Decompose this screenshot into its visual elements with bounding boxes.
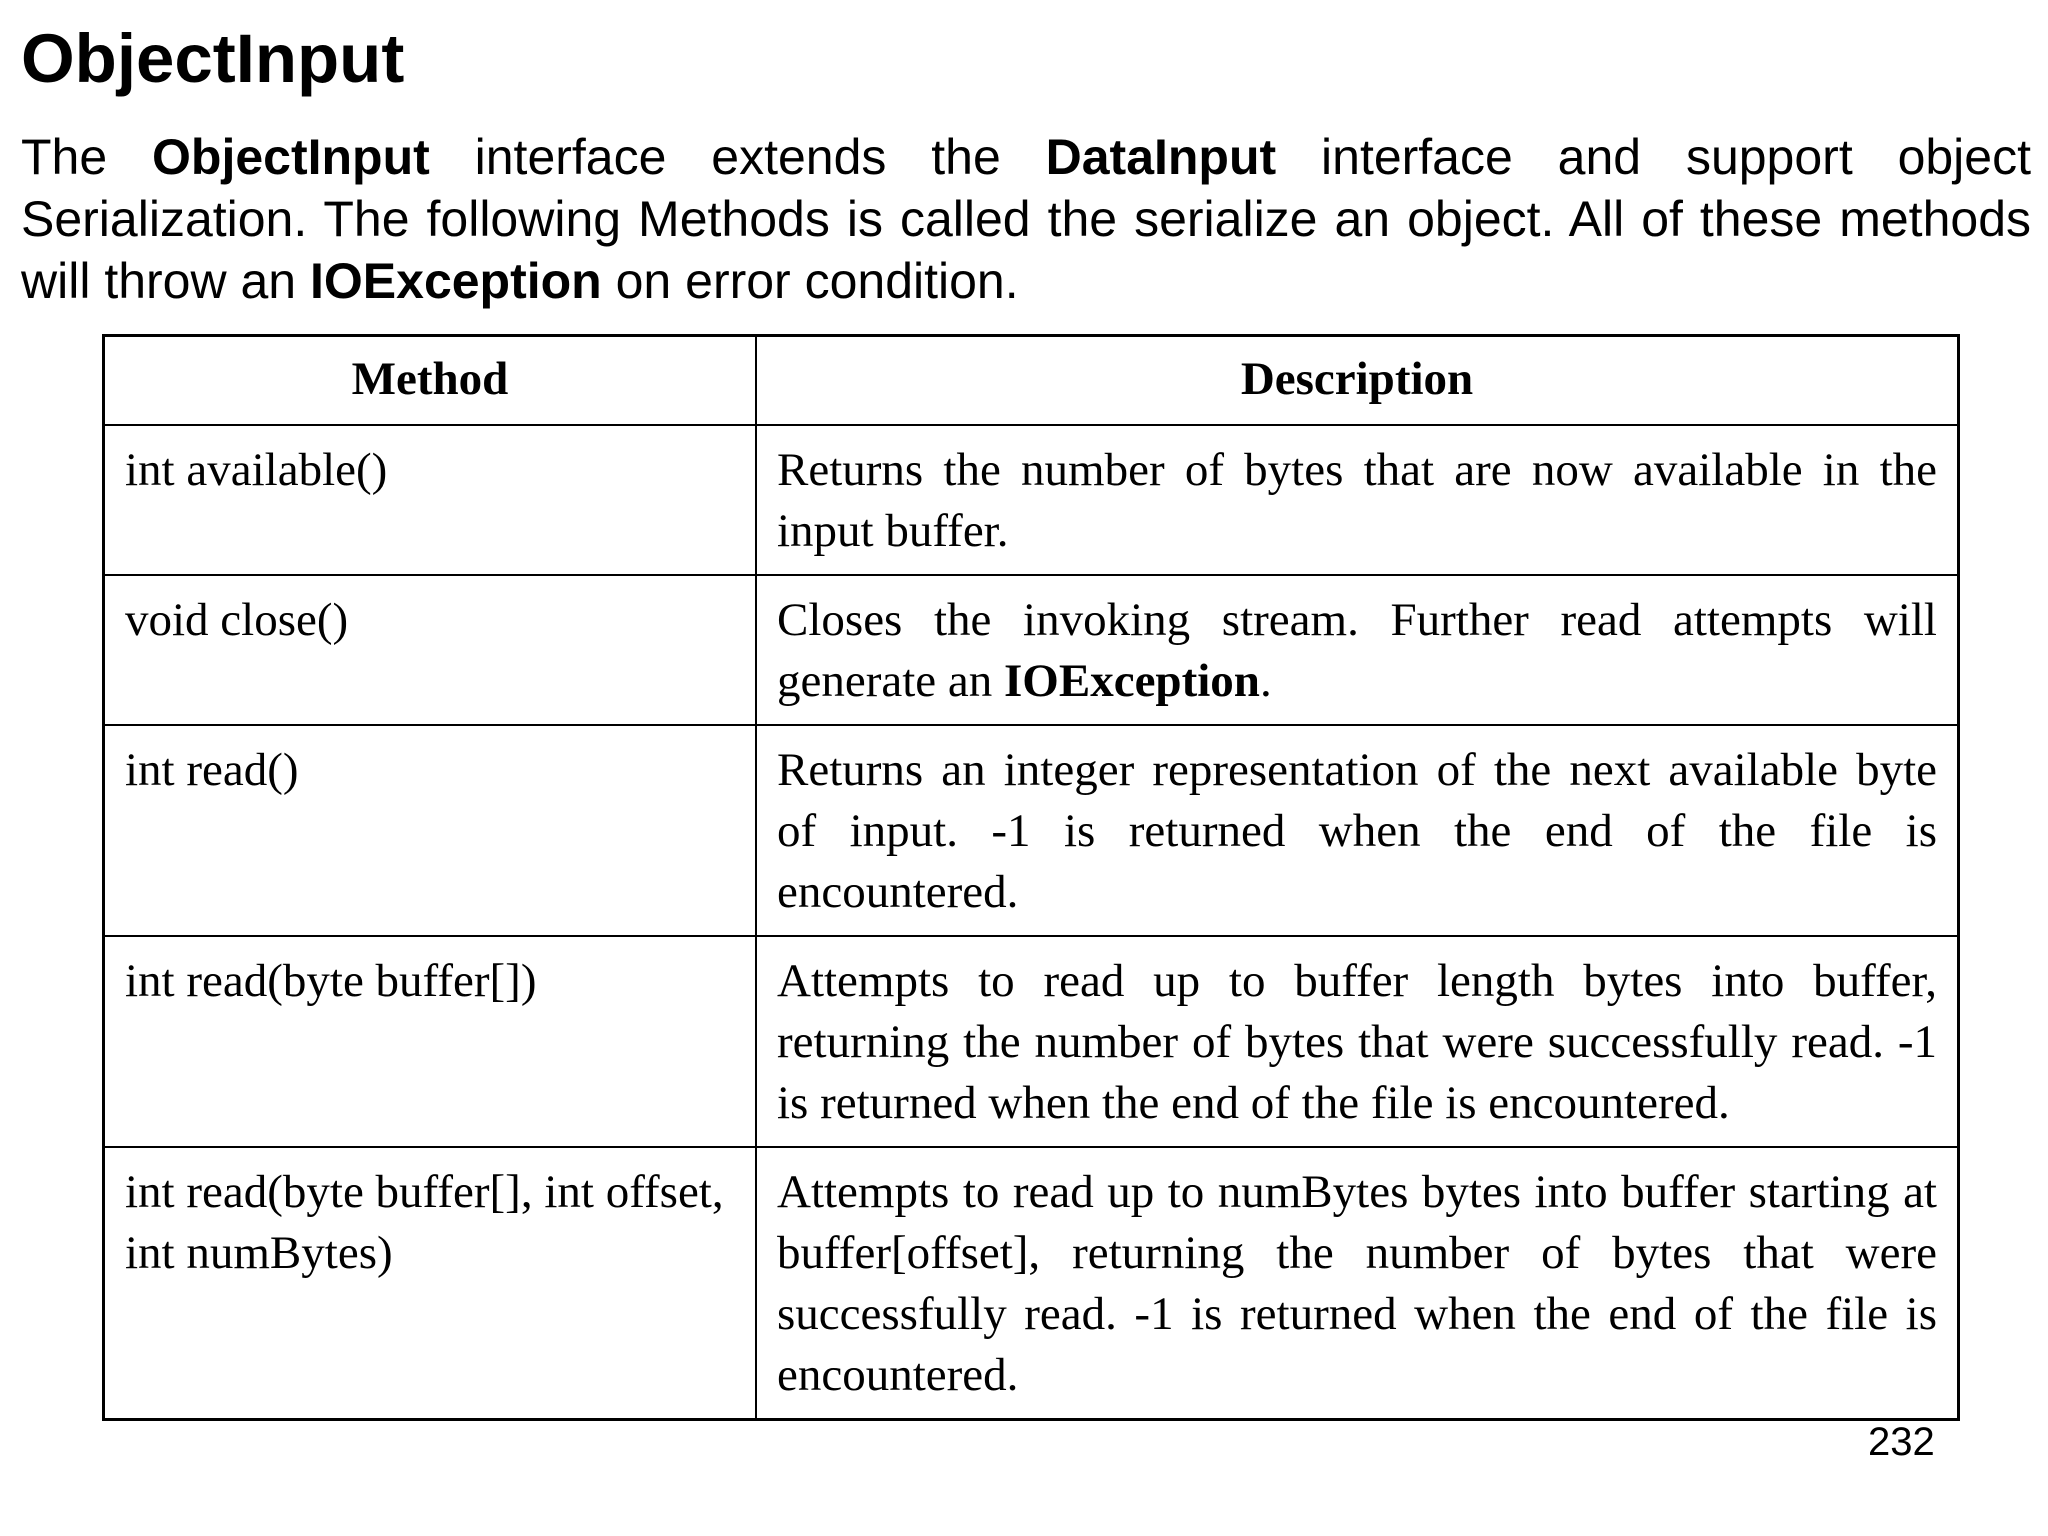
table-row [104,575,1959,725]
page-number: 232 [1868,1420,1935,1464]
method-cell: int read(byte buffer[], int offset, int numBytes) [104,1147,757,1420]
intro-text-1: The [21,129,153,185]
description-cell: Attempts to read up to buffer length bytes into buffer, returning the number of bytes that were successfully read. -1 is returned when the end of the file is encountered. [756,936,1959,1147]
intro-text-3: interface and support object Serialization. The following Methods is called the serialize an object. All of these methods will throw an [21,129,2031,309]
header-method: Method [104,336,757,426]
method-cell: void close() [104,575,757,725]
intro-text-2: interface extends the [429,129,1046,185]
description-text: Closes the invoking stream. Further read attempts will generate an [777,594,1937,707]
method-cell: int read() [104,725,757,936]
table-row [104,1147,1959,1420]
methods-table [102,334,1960,1421]
intro-objectinput-term: ObjectInput [152,129,430,185]
description-end: . [1259,655,1272,707]
method-cell: int available() [104,425,757,575]
table-row [104,936,1959,1147]
description-cell [756,575,1959,725]
description-cell: Attempts to read up to numBytes bytes into buffer starting at buffer[offset], returning the number of bytes that were successfully read. -1 is returned when the end of the file is encountered. [756,1147,1959,1420]
table-row [104,725,1959,936]
header-description: Description [756,336,1959,426]
table-header-row [104,336,1959,426]
page-title: ObjectInput [21,20,405,97]
intro-text-4: on error condition. [601,253,1019,309]
ioexception-term: IOException [1004,655,1260,707]
intro-ioexception-term: IOException [310,253,602,309]
method-cell: int read(byte buffer[]) [104,936,757,1147]
table-row [104,425,1959,575]
intro-paragraph [21,126,2031,312]
intro-datainput-term: DataInput [1045,129,1277,185]
description-cell: Returns an integer representation of the next available byte of input. -1 is returned when the end of the file is encountered. [756,725,1959,936]
description-cell: Returns the number of bytes that are now available in the input buffer. [756,425,1959,575]
